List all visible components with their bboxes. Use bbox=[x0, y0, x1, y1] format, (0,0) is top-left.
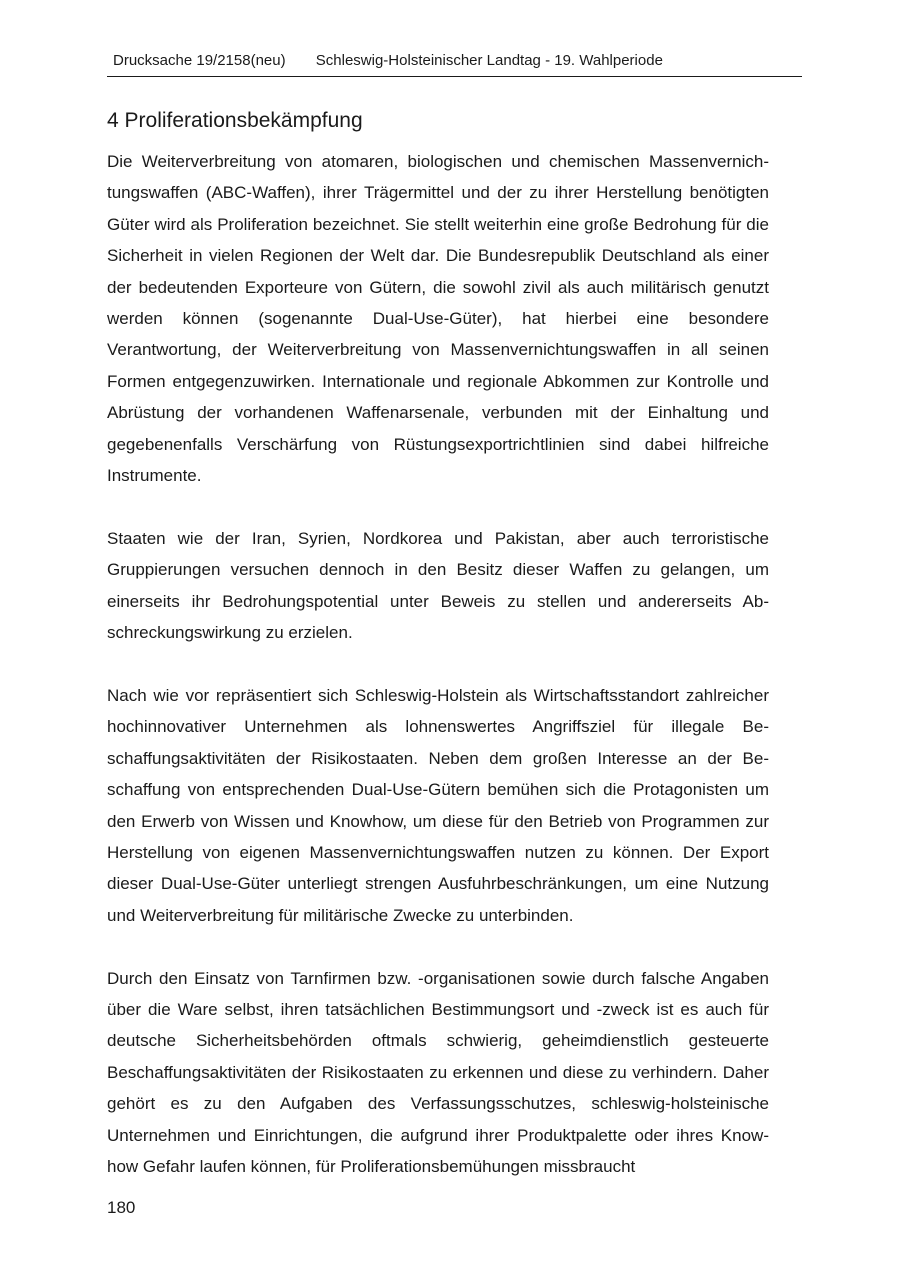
paragraph-1: Die Weiterverbreitung von atomaren, biologischen und chemischen Massenvernichtungswaffen (ABC-Waffen), ihrer Trägermittel und der zu ihrer Herstellung benötigten Güter wird als Proliferation bezeichnet. Sie stellt weiterhin eine große Bedrohung für die Sicherheit in vielen Regionen der Welt dar. Die Bundesrepublik Deutschland als einer der bedeutenden Exporteure von Gütern, die sowohl zivil als auch militärisch genutzt werden können (sogenannte Dual-Use-Güter), hat hierbei eine besondere Verantwortung, der Weiterverbreitung von Massenvernichtungswaffen in all seinen Formen entgegenzuwirken. Internationale und regionale Abkommen zur Kontrolle und Abrüstung der vorhandenen Waffenarsenale, verbunden mit der Einhaltung und gegebenenfalls Verschärfung von Rüstungsexportrichtlinien sind dabei hilfreiche Instrumente. bbox=[107, 152, 769, 486]
paragraph-2: Staaten wie der Iran, Syrien, Nordkorea und Pakistan, aber auch terroristische Gruppierungen versuchen dennoch in den Besitz dieser Waffen zu gelangen, um einerseits ihr Bedrohungspotential unter Beweis zu stellen und andererseits Abschreckungswirkung zu erzielen. bbox=[107, 528, 769, 643]
page-number: 180 bbox=[107, 1198, 136, 1217]
running-header bbox=[107, 51, 802, 71]
header-rule bbox=[107, 76, 802, 77]
body-text bbox=[107, 146, 769, 1182]
paragraph-4: Durch den Einsatz von Tarnfirmen bzw. -organisationen sowie durch falsche Angaben über die Ware selbst, ihren tatsächlichen Bestimmungsort und -zweck ist es auch für deutsche Sicherheitsbehörden oftmals schwierig, geheimdienstlich gesteuerte Beschaffungsaktivitäten der Risikostaaten zu erkennen und diese zu verhindern. Daher gehört es zu den Aufgaben des Verfassungsschutzes, schleswig-holsteinische Unternehmen und Einrichtungen, die aufgrund ihrer Produktpalette oder ihres Know-how Gefahr laufen können, für Proliferationsbemühungen missbraucht bbox=[107, 968, 769, 1176]
paragraph-3: Nach wie vor repräsentiert sich Schleswig-Holstein als Wirtschaftsstandort zahlreicher hochinnovativer Unternehmen als lohnenswertes Angriffsziel für illegale Beschaffungsaktivitäten der Risikostaaten. Neben dem großen Interesse an der Beschaffung von entsprechenden Dual-Use-Gütern bemühen sich die Protagonisten um den Erwerb von Wissen und Knowhow, um diese für den Betrieb von Programmen zur Herstellung von eigenen Massenvernichtungswaffen nutzen zu können. Der Export dieser Dual-Use-Güter unterliegt strengen Ausfuhrbeschränkungen, um eine Nutzung und Weiterverbreitung für militärische Zwecke zu unterbinden. bbox=[107, 685, 769, 925]
document-reference: Drucksache 19/2158(neu) bbox=[113, 52, 286, 69]
section-heading: 4 Proliferationsbekämpfung bbox=[107, 109, 363, 132]
parliament-period: Schleswig-Holsteinischer Landtag - 19. Wahlperiode bbox=[315, 52, 663, 69]
